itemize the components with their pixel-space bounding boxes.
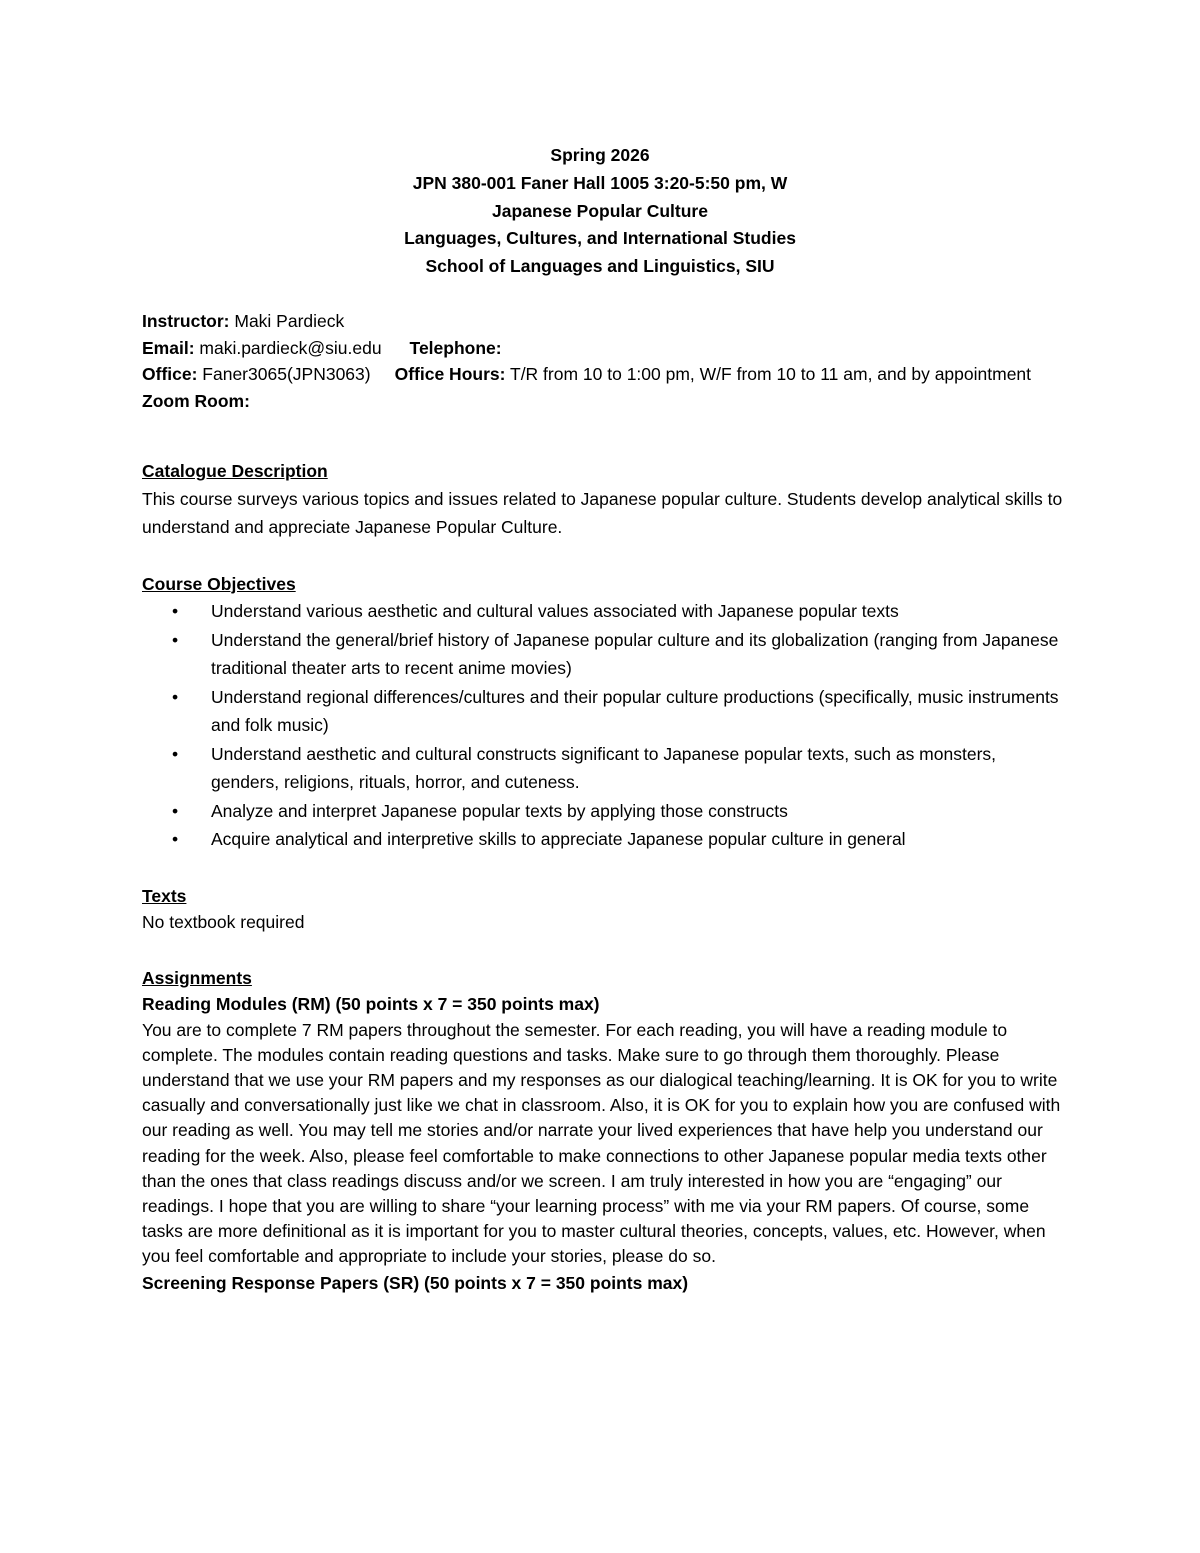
instructor-label: Instructor: bbox=[142, 311, 230, 331]
email-value: maki.pardieck@siu.edu bbox=[194, 337, 382, 358]
zoom-room-label: Zoom Room: bbox=[142, 390, 250, 411]
bullet: • bbox=[172, 743, 179, 764]
bullet: • bbox=[172, 829, 179, 849]
objectives-heading: Course Objectives bbox=[142, 573, 296, 594]
instructor-value: Maki Pardieck bbox=[229, 311, 345, 331]
bullet: • bbox=[172, 601, 179, 621]
syllabus-header bbox=[0, 142, 1200, 281]
telephone-label: Telephone: bbox=[409, 337, 502, 358]
syllabus-body bbox=[142, 308, 1067, 1296]
department: Languages, Cultures, and International Studies bbox=[404, 228, 796, 249]
assignments-heading: Assignments bbox=[142, 967, 252, 988]
school: School of Languages and Linguistics, SIU bbox=[425, 256, 775, 277]
texts-heading: Texts bbox=[142, 885, 187, 906]
list-item: • Analyze and interpret Japanese popular texts by applying those constructs bbox=[142, 797, 1067, 826]
list-item: • Understand regional differences/cultures and their popular culture productions (specifically, music instruments and folk music) bbox=[142, 683, 1067, 740]
course-title: Japanese Popular Culture bbox=[492, 200, 708, 221]
texts-value: No textbook required bbox=[142, 912, 305, 932]
office-hours-label: Office Hours: bbox=[394, 364, 506, 384]
screening-response-title: Screening Response Papers (SR) (50 points x 7 = 350 points max) bbox=[142, 1272, 689, 1293]
course-line: JPN 380-001 Faner Hall 1005 3:20-5:50 pm, W bbox=[412, 172, 788, 193]
list-item: • Understand aesthetic and cultural constructs significant to Japanese popular texts, such as monsters, genders, religions, rituals, horror, and cuteness. bbox=[142, 740, 1067, 797]
bullet: • bbox=[172, 800, 179, 821]
office-hours-value: T/R from 10 to 1:00 pm, W/F from 10 to 11 am, and by appointment bbox=[505, 364, 1032, 384]
objectives-list bbox=[142, 597, 1067, 854]
bullet: • bbox=[172, 629, 179, 650]
instructor-line bbox=[142, 308, 1067, 335]
catalogue-heading: Catalogue Description bbox=[142, 461, 328, 481]
email-label: Email: bbox=[142, 337, 195, 358]
office-label: Office: bbox=[142, 364, 198, 384]
list-item: • Acquire analytical and interpretive skills to appreciate Japanese popular culture in general bbox=[142, 825, 1067, 854]
list-item: • Understand various aesthetic and cultural values associated with Japanese popular texts bbox=[142, 597, 1067, 626]
reading-modules-text: You are to complete 7 RM papers throughout the semester. For each reading, you will have a reading module to complete. The modules contain reading questions and tasks. Make sure to go through them thoroughly. Please understand that we use your RM papers and my responses as our dialogical teaching/learning. It is OK for you to write casually and conversationally just like we chat in classroom. Also, it is OK for you to explain how you are confused with our reading as well. You may tell me stories and/or narrate your lived experiences that have help you understand our reading for the week. Also, please feel comfortable to make connections to other Japanese popular media texts other than the ones that class readings discuss and/or we screen. I am truly interested in how you are “engaging” our readings. I hope that you are willing to share “your learning process” with me via your RM papers. Of course, some tasks are more definitional as it is important for you to master cultural theories, concepts, values, etc. However, when you feel comfortable and appropriate to include your stories, please do so. bbox=[142, 1019, 1061, 1267]
list-item: • Understand the general/brief history of Japanese popular culture and its globalization (ranging from Japanese traditional theater arts to recent anime movies) bbox=[142, 626, 1067, 683]
office-value: Faner3065(JPN3063) bbox=[197, 364, 371, 384]
bullet: • bbox=[172, 686, 179, 707]
catalogue-text: This course surveys various topics and issues related to Japanese popular culture. Students develop analytical skills to understand and appreciate Japanese Popular Culture. bbox=[142, 488, 1063, 537]
office-line bbox=[142, 361, 1067, 388]
term: Spring 2026 bbox=[550, 145, 650, 165]
reading-modules-title: Reading Modules (RM) (50 points x 7 = 350 points max) bbox=[142, 994, 600, 1014]
email-line bbox=[142, 335, 1067, 362]
